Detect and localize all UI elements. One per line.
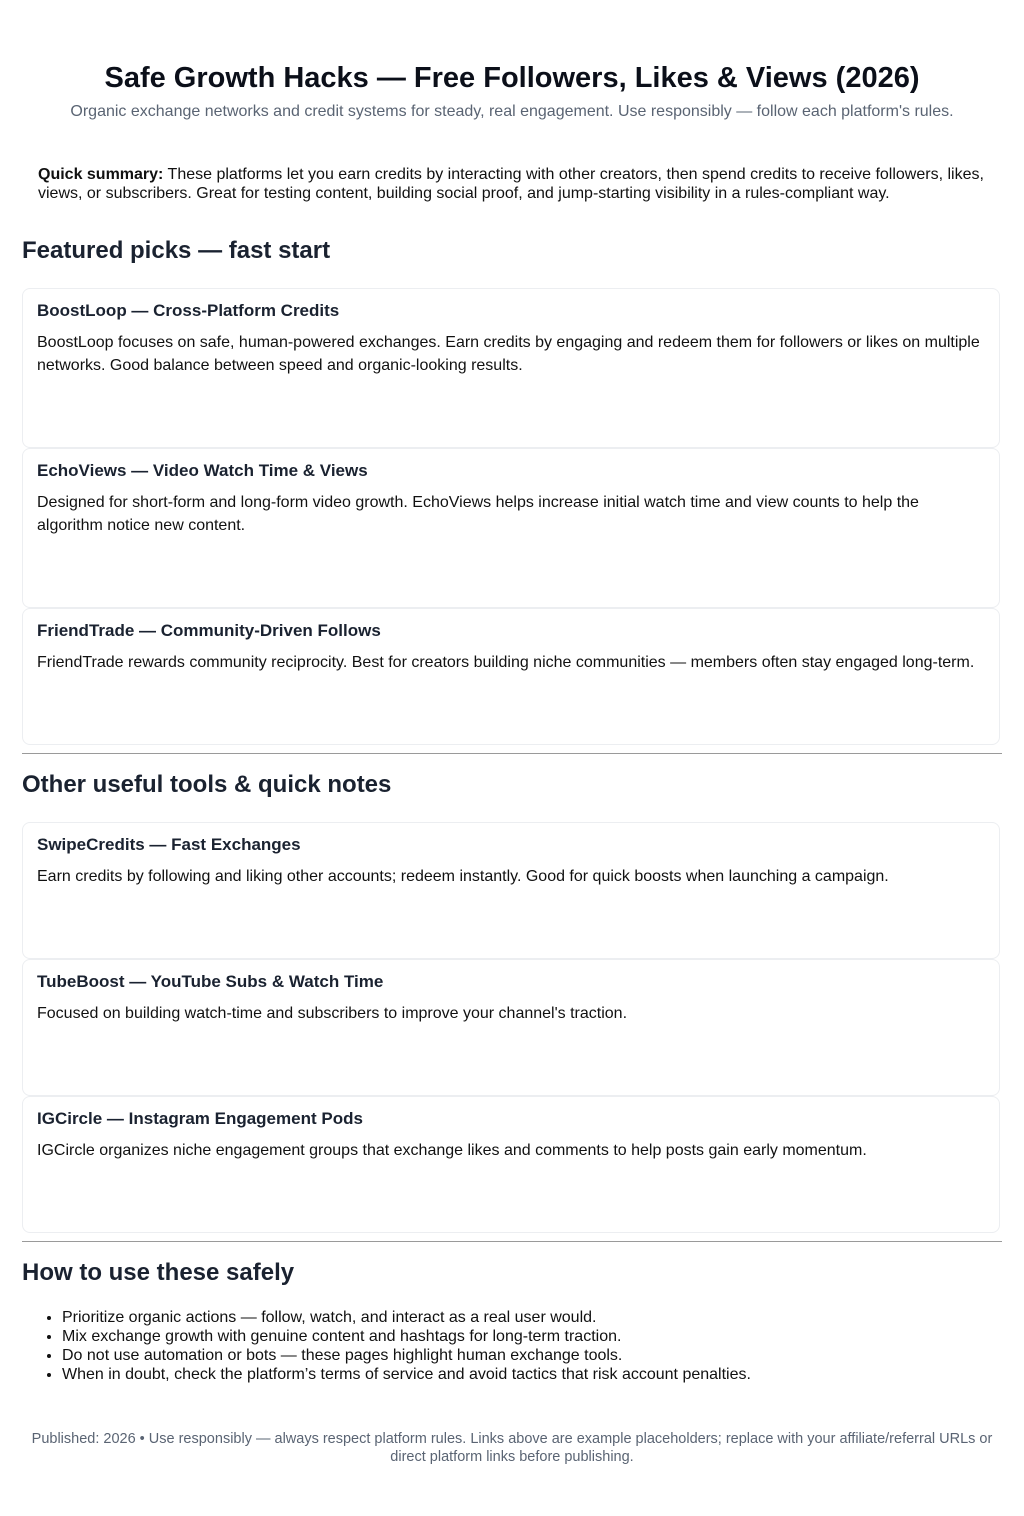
card-title: SwipeCredits — Fast Exchanges	[37, 835, 301, 854]
card-description: Earn credits by following and liking other accounts; redeem instantly. Good for quick boosts when launching a campaign.	[37, 868, 889, 885]
card-title: TubeBoost — YouTube Subs & Watch Time	[37, 972, 384, 991]
list-item: • When in doubt, check the platform’s terms of service and avoid tactics that risk account penalties.	[62, 1365, 751, 1384]
card-title: EchoViews — Video Watch Time & Views	[37, 461, 368, 480]
other-tools-heading: Other useful tools & quick notes	[22, 771, 392, 798]
card-title: FriendTrade — Community-Driven Follows	[37, 621, 381, 640]
safety-heading: How to use these safely	[22, 1259, 295, 1286]
footer-note: Published: 2026 • Use responsibly — always respect platform rules. Links above are example placeholders; replace with your affiliate/referral URLs or direct platform links before publishing.	[31, 1431, 993, 1465]
card-title: BoostLoop — Cross-Platform Credits	[37, 301, 340, 320]
page-title: Safe Growth Hacks — Free Followers, Likes & Views (2026)	[104, 62, 920, 94]
card-title: IGCircle — Instagram Engagement Pods	[37, 1109, 363, 1128]
card-description: Focused on building watch-time and subscribers to improve your channel's traction.	[37, 1005, 628, 1022]
quick-summary-label: Quick summary:	[38, 166, 164, 183]
list-item: • Do not use automation or bots — these pages highlight human exchange tools.	[62, 1346, 751, 1365]
quick-summary	[38, 165, 993, 203]
tool-card-echoviews	[22, 448, 1000, 608]
section-divider	[22, 1241, 1002, 1242]
tool-card-tubeboost	[22, 959, 1000, 1096]
card-description: BoostLoop focuses on safe, human-powered exchanges. Earn credits by engaging and redeem them for followers or likes on multiple networks. Good balance between speed and organic-looking results.	[37, 334, 980, 374]
featured-heading: Featured picks — fast start	[22, 237, 331, 264]
tool-card-igcircle	[22, 1096, 1000, 1233]
tool-card-swipecredits	[22, 822, 1000, 959]
tool-card-friendtrade	[22, 608, 1000, 745]
section-divider	[22, 753, 1002, 754]
list-item: • Mix exchange growth with genuine content and hashtags for long-term traction.	[62, 1327, 751, 1346]
card-description: FriendTrade rewards community reciprocity. Best for creators building niche communities — members often stay engaged long-term.	[37, 654, 975, 671]
list-item: • Prioritize organic actions — follow, watch, and interact as a real user would.	[62, 1308, 751, 1327]
safety-tips-list	[44, 1308, 751, 1384]
card-description: IGCircle organizes niche engagement groups that exchange likes and comments to help posts gain early momentum.	[37, 1142, 867, 1159]
page-subtitle: Organic exchange networks and credit systems for steady, real engagement. Use responsibly — follow each platform's rules.	[70, 103, 954, 120]
tool-card-boostloop	[22, 288, 1000, 448]
quick-summary-text: These platforms let you earn credits by interacting with other creators, then spend credits to receive followers, likes, views, or subscribers. Great for testing content, building social proof, and jump-starting visibility in a rules-compliant way.	[38, 166, 984, 202]
card-description: Designed for short-form and long-form video growth. EchoViews helps increase initial watch time and view counts to help the algorithm notice new content.	[37, 494, 919, 534]
